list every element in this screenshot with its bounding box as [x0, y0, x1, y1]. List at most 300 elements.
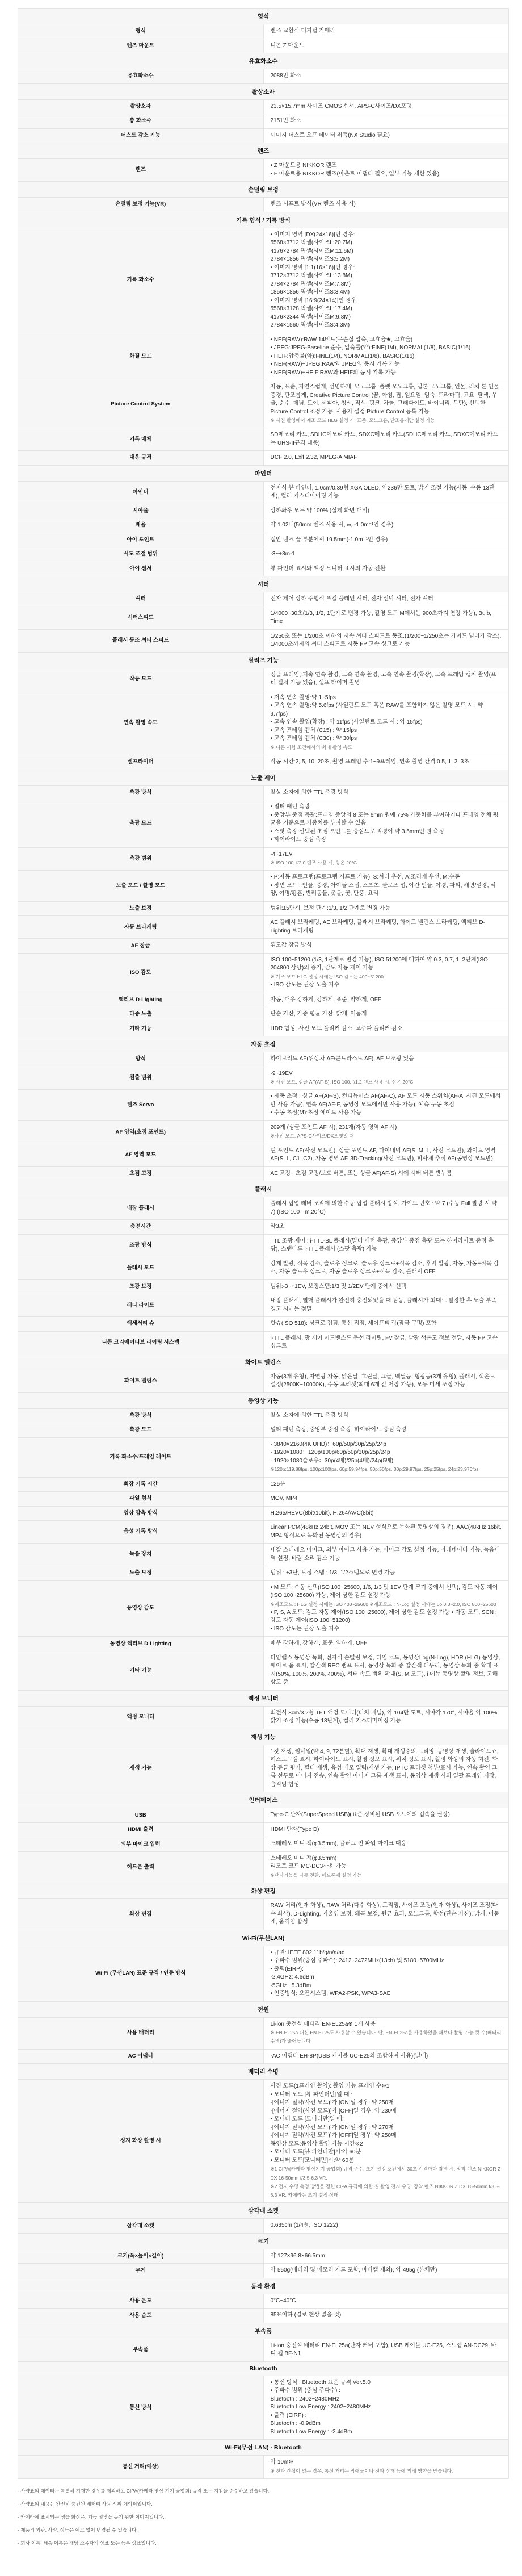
spec-line: • 멀티 패턴 측광	[270, 804, 310, 810]
spec-line: • P:자동 프로그램(프로그램 시프트 가능), S:셔터 우선, A:조리개 우선, M:수동	[270, 874, 460, 881]
spec-table-body	[18, 9, 509, 2479]
spec-row	[18, 1580, 509, 1637]
spec-row	[18, 1492, 509, 1507]
spec-line: 플래시 팝업 레버 조작에 의한 수동 팝업 플래시 방식, 가이드 번호 : 약 7 (수동 Full 발광 시 약 7) (ISO 100 · m,20°C)	[270, 1201, 497, 1215]
section-header: 크기	[18, 2233, 509, 2249]
spec-line: • 규격: IEEE 802.11b/g/n/a/ac	[270, 1949, 344, 1956]
section-header-row	[18, 143, 509, 159]
row-value	[263, 2080, 509, 2203]
spec-line: 회전식 8cm/3.2형 TFT 액정 모니터(터치 패널), 약 104만 도트, 시야각 170°, 시야율 약 100%, 밝기 조정 가능(수동 13단계), 컬러 커스터마이징 가능	[270, 1709, 499, 1725]
row-label: 정지 화상 촬영 시	[18, 2080, 264, 2203]
spec-row	[18, 1651, 509, 1690]
section-header: 플래시	[18, 1181, 509, 1197]
row-label: 노출 보정	[18, 901, 264, 916]
row-value	[263, 2376, 509, 2440]
spec-row	[18, 871, 509, 902]
spec-line: -2.4GHz: 4.6dBm	[270, 1974, 314, 1981]
spec-row	[18, 451, 509, 466]
row-label: 작동 모드	[18, 668, 264, 691]
spec-line: -5GHz : 5.3dBm	[270, 1982, 311, 1989]
footnote: - 회사 이름, 제품 이름은 해당 소유자의 상표 또는 등록 상표입니다.	[18, 2540, 157, 2546]
section-header-row	[18, 1181, 509, 1197]
spec-row	[18, 333, 509, 380]
section-header-row	[18, 2203, 509, 2219]
spec-row	[18, 1257, 509, 1279]
row-value	[263, 1257, 509, 1279]
spec-line: 0°C~40°C	[270, 2297, 296, 2304]
section-header: 파인더	[18, 465, 509, 481]
section-header-row	[18, 212, 509, 228]
spec-line: 핀 포인트 AF(사진 모드만), 싱글 포인트 AF, 다이내믹 AF(S, M, L, 사진 모드만), 와이드 영역 AF(S, L, C1. C2), 자동 영역 AF, 3D-Tracking(사진 모드만), 피사체 추적 AF(동영상 모드만)	[270, 1147, 496, 1162]
section-header-row	[18, 182, 509, 198]
row-label: 형식	[18, 24, 264, 39]
row-value	[263, 2309, 509, 2323]
spec-row	[18, 128, 509, 143]
section-header: Wi-Fi(무선 LAN) · Bluetooth	[18, 2440, 509, 2456]
spec-row	[18, 547, 509, 562]
spec-line: • 이미지 영역 [DX(24×16)]인 경우:	[270, 231, 355, 238]
row-label: 내장 플래시	[18, 1197, 264, 1220]
spec-line: 촬상 소자에 의한 TTL 측광 방식	[270, 789, 349, 796]
row-value	[263, 1544, 509, 1566]
spec-line: 23.5×15.7mm 사이즈 CMOS 센서, APS-C사이즈/DX포맷	[270, 103, 412, 110]
spec-row	[18, 1331, 509, 1354]
row-label: 검출 범위	[18, 1067, 264, 1090]
row-label: 노출 모드 / 촬영 모드	[18, 871, 264, 902]
row-label: 사용 배터리	[18, 2017, 264, 2049]
row-value	[263, 871, 509, 902]
spec-line: Li-ion 충전식 배터리 EN-EL25a(단자 커버 포함), USB 케이블 UC-E25, 스트랩 AN-DC29, 바디 캡 BF-N1	[270, 2342, 497, 2357]
spec-line: • 고속 프레임 캡처 (C30) : 약 30fps	[270, 735, 357, 742]
spec-line: 리모트 코드 MC-DC3사용 가능	[270, 1863, 347, 1870]
spec-line: 125분	[270, 1481, 285, 1487]
spec-row	[18, 1506, 509, 1521]
section-header: 렌즈	[18, 143, 509, 159]
row-label: 아이 센서	[18, 562, 264, 576]
spec-line: RAW 처리(현재 화상), RAW 처리(다수 화상), 트리밍, 사이즈 조정(현재 화상), 사이즈 조정(다수 화상), D-Lighting, 기울임 보정, 왜곡 보정, 원근 효과, 모노크롬, 합성(단순 가산), 밝게, 어둡게, 움직임 합성	[270, 1902, 500, 1926]
spec-row	[18, 668, 509, 691]
row-value	[263, 916, 509, 939]
spec-row	[18, 1197, 509, 1220]
spec-line: 내장 스테레오 마이크, 외부 마이크 사용 가능, 마이크 감도 설정 가능, 아테네이터 기능, 녹음대역 설정, 바람 소리 감소 기능	[270, 1547, 500, 1562]
row-label: 통신 방식	[18, 2376, 264, 2440]
spec-line: • 출력(EIRP):	[270, 1966, 304, 1972]
spec-note: ※계조모드 : HLG 설정 시에는 ISO 400~25600 ※계조모드 : N-Log 설정 시에는 Lo 0.3~2.0, ISO 800~25600	[270, 1601, 496, 1607]
row-label: 조광 방식	[18, 1234, 264, 1257]
row-label: 더스트 감소 기능	[18, 128, 264, 143]
row-value	[263, 2339, 509, 2361]
row-label: 부속품	[18, 2339, 264, 2361]
spec-note: ※단자기능을 자동 전환, 헤드폰에 설정 가능	[270, 1872, 362, 1878]
spec-row	[18, 755, 509, 770]
section-header: 동영상 기능	[18, 1392, 509, 1408]
spec-line: • 이미지 영역 [1:1(16×16)]인 경우:	[270, 264, 355, 271]
spec-row	[18, 691, 509, 755]
row-label: 대응 규격	[18, 451, 264, 466]
spec-row	[18, 592, 509, 607]
section-header-row	[18, 2361, 509, 2376]
spec-row	[18, 1899, 509, 1930]
row-value	[263, 1166, 509, 1181]
row-value	[263, 1007, 509, 1022]
section-header-row	[18, 2323, 509, 2339]
row-label: 측광 방식	[18, 1408, 264, 1423]
row-label: 유효화소수	[18, 69, 264, 84]
row-value	[263, 1580, 509, 1637]
row-value	[263, 128, 509, 143]
spec-row	[18, 69, 509, 84]
row-label: 측광 모드	[18, 1423, 264, 1438]
spec-row	[18, 1067, 509, 1090]
spec-row	[18, 785, 509, 800]
row-label: 음성 기록 방식	[18, 1521, 264, 1544]
row-label: 시도 조절 범위	[18, 547, 264, 562]
spec-line: 1컷 재생, 썸네일(약 4, 9, 72분할), 확대 재생, 확대 재생중의 트리밍, 동영상 재생, 슬라이드쇼, 히스토그램 표시, 하이라이트 표시, 촬영 정보 표시, 위치 정보 표시, 촬영 화상의 자동 회전, 화상 등급 평가, 필터 재생, 음성 메모 입력/재생 가능, IPTC 프리셋 첨부/표시 가능, 연속 촬영 그룹 선두로 이미지 전송, 연속 촬영 이미지 그룹 재생 표시, 동영상 재생 시의 일괄 프레임 저장, 움직임 합성	[270, 1748, 499, 1788]
spec-line: Linear PCM(48kHz 24bit, MOV 또는 NEV 형식으로 녹화된 동영상의 경우), AAC(48kHz 16bit, MP4 형식으로 녹화된 동영상의 경우)	[270, 1524, 502, 1539]
row-value	[263, 1052, 509, 1067]
spec-line: -3~+3m-1	[270, 551, 295, 558]
spec-line: 5568×3128 픽셀(사이즈L:17.4M)	[270, 306, 352, 312]
row-label: 충전시간	[18, 1220, 264, 1235]
row-value	[263, 939, 509, 954]
spec-line: -4~17EV	[270, 851, 293, 858]
section-header: 노출 제어	[18, 770, 509, 785]
spec-line: 핫슈(ISO 518): 싱크로 접점, 통신 접점, 세이프티 락(잠금 구멍) 포함	[270, 1320, 437, 1327]
section-header-row	[18, 2440, 509, 2456]
spec-line: • M 모드: 수동 선택(ISO 100~25600, 1/6, 1/3 및 1EV 단계 크기 중에서 선택), 감도 자동 제어(ISO 100~25600) 가능, 제어 상한 감도 설정 가능	[270, 1584, 498, 1599]
row-value	[263, 1279, 509, 1294]
spec-line: • HEIF:압축률(약):FINE(1/4), NORMAL(1/8), BASIC(1/16)	[270, 353, 415, 359]
spec-line: • NEF(RAW)+JPEG:RAW와 JPEG의 동시 기록 가능	[270, 361, 400, 367]
spec-note: ※ 계조 모드 HLG 설정 시에는 ISO 감도는 400~51200	[270, 973, 384, 980]
section-header-row	[18, 1354, 509, 1370]
row-value	[263, 1370, 509, 1392]
spec-line: -AC 어댑터 EH-8P(USB 케이블 UC-E25와 조합하여 사용)(별매)	[270, 2052, 428, 2059]
row-label: Picture Control System	[18, 380, 264, 428]
spec-row	[18, 1423, 509, 1438]
row-value	[263, 1144, 509, 1166]
spec-line: • 주파수 범위 (중심 주파수) :	[270, 2387, 340, 2394]
row-label: ISO 감도	[18, 953, 264, 993]
row-label: 삼각대 소켓	[18, 2219, 264, 2234]
spec-line: 동영상 모드:동영상 촬영 가능 시간※2	[270, 2140, 363, 2147]
row-label: 통신 거리(예상)	[18, 2456, 264, 2479]
spec-line: HDMI 단자(Type D)	[270, 1826, 319, 1833]
row-value	[263, 800, 509, 848]
row-value	[263, 592, 509, 607]
spec-row	[18, 1521, 509, 1544]
spec-line: 자동, 표준, 자연스럽게, 선명하게, 모노크롬, 플랫 모노크롬, 딥톤 모노크롬, 인물, 리치 톤 인물, 풍경, 단조롭게, Creative Picture Control (꿈, 아침, 팝, 일요일, 엄숙, 드라마틱, 고요, 탈색, 우울, 순수, 데님, 토이, 세피아, 청색, 적색, 핑크, 차콜, 그래파이트, 바이너리, 목탄), 선택한 Picture Control 조정 가능, 사용자 설정 Picture Control 등록 가능	[270, 384, 501, 415]
row-value	[263, 1651, 509, 1690]
spec-line: 2784×2784 픽셀(사이즈M:7.8M)	[270, 281, 351, 287]
row-label: 사용 온도	[18, 2294, 264, 2309]
spec-row	[18, 1370, 509, 1392]
section-header-row	[18, 1729, 509, 1745]
spec-row	[18, 39, 509, 53]
row-label: 화질 모드	[18, 333, 264, 380]
row-value	[263, 2294, 509, 2309]
spec-line: HDR 합성, 사진 모드 플리커 감소, 고주파 플리커 감소	[270, 1025, 403, 1032]
row-label: USB	[18, 1808, 264, 1823]
spec-line: 전자식 뷰 파인더, 1.0cm/0.39형 XGA OLED, 약236만 도트, 밝기 조절 가능(자동, 수동 13단계), 컬러 커스터마이징 가능	[270, 484, 495, 500]
spec-row	[18, 114, 509, 129]
row-label: 동영상 액티브 D-Lighting	[18, 1637, 264, 1651]
row-value	[263, 1851, 509, 1883]
spec-row	[18, 1544, 509, 1566]
spec-row	[18, 1234, 509, 1257]
spec-note: ※1 CIPA(카메라 영상기기 공업회) 규격 준수. 초기 설정 조건에서 30초 간격마다 촬영 시. 장착 렌즈 NIKKOR Z DX 16-50mm f/3.5-6.3 VR.	[270, 2166, 501, 2181]
footnote: - 제품의 외관, 사양, 성능은 예고 없이 변경될 수 있습니다.	[18, 2527, 138, 2533]
spec-row	[18, 2049, 509, 2064]
row-label: 니콘 크리에이티브 라이팅 시스템	[18, 1331, 264, 1354]
section-header-row	[18, 1883, 509, 1899]
row-value	[263, 1899, 509, 1930]
spec-line: Bluetooth : 2402~2480MHz	[270, 2395, 339, 2402]
spec-row	[18, 562, 509, 576]
row-value	[263, 1521, 509, 1544]
spec-line: 내장 플래시, 별매 플래시가 완전히 충전되었을 때 점등, 플래시가 최대로 발광한 후 노출 부족 경고 시에는 점멸	[270, 1298, 497, 1312]
row-value	[263, 1822, 509, 1837]
spec-line: 뷰 파인더 표시와 액정 모니터 표시의 자동 전환	[270, 565, 386, 572]
spec-row	[18, 2376, 509, 2440]
spec-line: 렌즈 시프트 방식(VR 렌즈 사용 시)	[270, 201, 356, 207]
row-value	[263, 114, 509, 129]
spec-line: 렌즈 교환식 디지털 카메라	[270, 28, 336, 34]
section-header-row	[18, 2001, 509, 2017]
footnotes	[18, 2488, 509, 2546]
spec-row	[18, 939, 509, 954]
spec-line: H.265/HEVC(8bit/10bit), H.264/AVC(8bit)	[270, 1509, 374, 1516]
row-label: 셔터스피드	[18, 607, 264, 629]
row-value	[263, 1022, 509, 1036]
spec-line: • 주파수 범위(중심 주파수): 2412~2472MHz(13ch) 및 5180~5700MHz	[270, 1958, 444, 1964]
spec-note: ※2 전지 수명 측정 방법을 정한 CIPA 규격에 의한 실 촬영 전지 수명. 장착 렌즈 NIKKOR Z DX 16-50mm f/3.5-6.3 VR. 카메라는 초기 설정 상태.	[270, 2183, 500, 2198]
spec-row	[18, 2456, 509, 2479]
spec-line: 멀티 패턴 측광, 중앙부 중점 측광, 하이라이트 중점 측광	[270, 1427, 407, 1433]
section-header-row	[18, 1792, 509, 1808]
spec-line: • ISO 감도는 권장 노출 지수	[270, 1625, 340, 1632]
row-value	[263, 785, 509, 800]
section-header: 셔터	[18, 576, 509, 592]
row-value	[263, 1090, 509, 1121]
spec-row	[18, 2339, 509, 2361]
row-value	[263, 562, 509, 576]
spec-line: -9~19EV	[270, 1070, 293, 1077]
spec-line: 범위:-3~+1EV, 보정스텝:1/3 및 1/2EV 단계 중에서 선택	[270, 1283, 407, 1290]
spec-line: 상하좌우 모두 약 100% (실제 화면 대비)	[270, 507, 369, 514]
spec-line: 1/4000~30초(1/3, 1/2, 1단계로 변경 가능, 촬영 모드 M에서는 900초까지 연장 가능), Bulb, Time	[270, 610, 492, 625]
row-label: 초점 고정	[18, 1166, 264, 1181]
section-header: 화상 편집	[18, 1883, 509, 1899]
section-header: 형식	[18, 9, 509, 24]
row-label: 렌즈 Servo	[18, 1090, 264, 1121]
spec-line: 범위 : ±3단, 보정 스텝 : 1/3, 1/2스텝으로 변경 가능	[270, 1570, 395, 1576]
section-header: Bluetooth	[18, 2361, 509, 2376]
spec-line: 이미지 더스트 오프 데이터 취득(NX Studio 필요)	[270, 132, 390, 139]
spec-row	[18, 1408, 509, 1423]
row-label: HDMI 출력	[18, 1822, 264, 1837]
spec-row	[18, 1637, 509, 1651]
section-header-row	[18, 53, 509, 69]
spec-line: 약 127×96.8×66.5mm	[270, 2252, 325, 2259]
section-header: 배터리 수명	[18, 2064, 509, 2080]
spec-line: TTL 조광 제어 : i-TTL-BL 플래시(멀티 패턴 측광, 중앙부 중점 측광 또는 하이라이트 중점 측광), 스탠다드 i-TTL 플래시 (스팟 측광) 가능	[270, 1237, 494, 1253]
spec-line: MOV, MP4	[270, 1495, 298, 1502]
spec-row	[18, 1745, 509, 1792]
spec-line: • NEF(RAW)+HEIF:RAW와 HEIF의 동시 기록 가능	[270, 369, 396, 376]
row-value	[263, 1506, 509, 1521]
section-header-row	[18, 2064, 509, 2080]
row-label: 플래시 모드	[18, 1257, 264, 1279]
row-label: 화상 편집	[18, 1899, 264, 1930]
spec-line: • ISO 감도는 권장 노출 지수	[270, 982, 340, 989]
row-value	[263, 668, 509, 691]
spec-row	[18, 2309, 509, 2323]
row-value	[263, 1408, 509, 1423]
row-label: 사용 습도	[18, 2309, 264, 2323]
row-value	[263, 228, 509, 333]
spec-line: 2784×1856 픽셀(사이즈S:5.2M)	[270, 256, 350, 262]
row-label: 화이트 밸런스	[18, 1370, 264, 1392]
spec-line: • 통신 방식 : Bluetooth 표준 규격 Ver.5.0	[270, 2379, 371, 2386]
row-value	[263, 518, 509, 533]
row-label: 아이 포인트	[18, 533, 264, 547]
spec-line: • 모니터 모드 [뷰 파인더만]일 때 :	[270, 2091, 352, 2098]
spec-row	[18, 1477, 509, 1492]
row-label: 플래시 동조 셔터 스피드	[18, 629, 264, 652]
spec-row	[18, 99, 509, 114]
spec-line: 촬상 소자에 의한 TTL 측광 방식	[270, 1412, 349, 1419]
row-value	[263, 504, 509, 518]
spec-line: 약 10m※	[270, 2459, 293, 2466]
spec-row	[18, 847, 509, 871]
spec-row	[18, 1317, 509, 1332]
spec-line: • NEF(RAW):RAW 14비트(무손실 압축, 고효율★, 고효율)	[270, 336, 413, 343]
row-label: 크기(폭×높이×길이)	[18, 2249, 264, 2264]
spec-row	[18, 1822, 509, 1837]
section-header-row	[18, 770, 509, 785]
section-header-row	[18, 1930, 509, 1946]
row-value	[263, 24, 509, 39]
spec-line: • 스팟 측광:선택된 초점 포인트를 중심으로 직경이 약 3.5mm인 원 측정	[270, 828, 444, 835]
spec-row	[18, 1566, 509, 1581]
spec-line: -[에너지 절약(사진 모드)]가 [ON]일 경우: 약 250매	[270, 2100, 394, 2106]
spec-line: 사진 모드(1프레임 촬영): 촬영 가능 프레임 수※1	[270, 2083, 390, 2090]
row-label: 기타 기능	[18, 1022, 264, 1036]
spec-line: • 하이라이트 중점 측광	[270, 837, 327, 843]
spec-line: AE 플래시 브라케팅, AE 브라케팅, 플래시 브라케팅, 화이트 밸런스 브라케팅, 액티브 D-Lighting 브라케팅	[270, 919, 485, 934]
row-value	[263, 159, 509, 182]
section-header: Wi-Fi(무선LAN)	[18, 1930, 509, 1946]
spec-line: • Z 마운트용 NIKKOR 렌즈	[270, 162, 337, 169]
spec-line: 단순 가산, 가중 평균 가산, 밝게, 어둡게	[270, 1011, 367, 1018]
row-value	[263, 99, 509, 114]
spec-line: 약 1.02배(50mm 렌즈 사용 시, ∞, -1.0m⁻¹인 경우)	[270, 522, 394, 529]
spec-line: 니콘 Z 마운트	[270, 42, 305, 49]
row-value	[263, 1220, 509, 1235]
spec-line: 3712×3712 픽셀(사이즈L:13.8M)	[270, 273, 352, 279]
spec-line: 스테레오 미니 잭(φ3.5mm)	[270, 1855, 337, 1862]
spec-row	[18, 228, 509, 333]
row-value	[263, 1808, 509, 1823]
row-value	[263, 2264, 509, 2278]
section-header-row	[18, 576, 509, 592]
row-value	[263, 1837, 509, 1852]
spec-line: Li-ion 충전식 배터리 EN-EL25a※ 1개 사용	[270, 2021, 376, 2027]
spec-line: • 중앙부 중점 측광:프레임 중앙의 8 또는 6mm 원에 75% 가중치를 부여하거나 프레임 전체 평균을 기준으로 가중치를 부여할 수 있음	[270, 812, 499, 827]
row-value	[263, 380, 509, 428]
spec-line: SD메모리 카드, SDHC메모리 카드, SDXC메모리 카드(SDHC메모리 카드, SDXC메모리 카드는 UHS-II규격 대응)	[270, 432, 499, 446]
spec-row	[18, 481, 509, 504]
spec-row	[18, 629, 509, 652]
section-header-row	[18, 1036, 509, 1052]
row-label: AC 어댑터	[18, 2049, 264, 2064]
row-value	[263, 1566, 509, 1581]
row-label: AE 잠금	[18, 939, 264, 954]
row-value	[263, 333, 509, 380]
spec-note: ※120p:119.88fps, 100p:100fps, 60p:59.94fps, 50p:50fps, 30p:29.97fps, 25p:25fps, 24p:23.976fps	[270, 1466, 479, 1473]
spec-row	[18, 607, 509, 629]
spec-row	[18, 993, 509, 1007]
spec-row	[18, 1706, 509, 1729]
section-header: 화이트 밸런스	[18, 1354, 509, 1370]
spec-line: 85%이하 (결로 현상 없을 것)	[270, 2312, 342, 2319]
spec-line: ISO 100~51200 (1/3, 1단계로 변경 가능), ISO 51200에 대하여 약 0.3, 0.7, 1, 2단계(ISO 204800 상당)의 증가, 감도 자동 제어 가능	[270, 956, 488, 972]
row-value	[263, 428, 509, 451]
section-header: 전원	[18, 2001, 509, 2017]
section-header-row	[18, 465, 509, 481]
spec-note: ※ 사진 모드, 싱글 AF(AF-S), ISO 100, f/1.2 렌즈 사용 시, 상온 20°C	[270, 1079, 414, 1085]
row-label: Wi-Fi (무선LAN) 표준 규격 / 인증 방식	[18, 1946, 264, 2001]
row-label: 영상 압축 방식	[18, 1506, 264, 1521]
spec-row	[18, 1437, 509, 1477]
row-label: 렌즈 마운트	[18, 39, 264, 53]
spec-line: Bluetooth Low Energy : 2402~2480MHz	[270, 2404, 371, 2411]
row-label: 기타 기능	[18, 1651, 264, 1690]
spec-note: ※ ISO 100, f/2.0 렌즈 사용 시, 상온 20°C	[270, 860, 357, 866]
spec-row	[18, 916, 509, 939]
spec-row	[18, 1808, 509, 1823]
row-label: AF 영역(초점 포인트)	[18, 1120, 264, 1144]
spec-line: Bluetooth Low Energy : -2.4dBm	[270, 2428, 352, 2435]
spec-row	[18, 518, 509, 533]
row-value	[263, 629, 509, 652]
row-label: 헤드폰 출력	[18, 1851, 264, 1883]
spec-line: • 수동 초점(M):초점 에이드 사용 가능	[270, 1110, 362, 1116]
spec-row	[18, 1279, 509, 1294]
spec-row	[18, 159, 509, 182]
row-label: 최장 기록 시간	[18, 1477, 264, 1492]
spec-row	[18, 380, 509, 428]
section-header: 인터페이스	[18, 1792, 509, 1808]
section-header: 손떨림 보정	[18, 182, 509, 198]
spec-line: 스테레오 미니 잭(φ3.5mm), 플러그 인 파워 마이크 대응	[270, 1841, 407, 1847]
spec-line: • 장면 모드 : 인물, 풍경, 아이들 스냅, 스포츠, 클로즈 업, 야간 인물, 야경, 파티, 해변/설경, 석양, 여명/황혼, 반려동물, 촛불, 꽃, 단풍, 요리	[270, 882, 496, 897]
row-value	[263, 1423, 509, 1438]
row-label: 배율	[18, 518, 264, 533]
spec-note: ※ EN-EL25a 대신 EN-EL25도 사용할 수 있습니다. 단, EN-EL25a를 사용하였을 때보다 촬영 가능 컷 수(배터리 수명)가 줄어듭니다.	[270, 2030, 502, 2044]
spec-line: • 출력 (EIRP) :	[270, 2412, 307, 2419]
spec-row	[18, 800, 509, 848]
footnote: - 카메라에 표시되는 샘플 화상은, 기능 설명을 돕기 위한 이미지입니다.	[18, 2514, 165, 2520]
spec-row	[18, 2080, 509, 2203]
spec-line: · 3840×2160(4K UHD)：60p/50p/30p/25p/24p	[270, 1441, 386, 1448]
spec-row	[18, 1022, 509, 1036]
footnote: - 사양표의 내용은 완전히 충전된 배터리 사용 시의 데이터입니다.	[18, 2501, 153, 2507]
row-value	[263, 1745, 509, 1792]
spec-row	[18, 1166, 509, 1181]
row-value	[263, 1331, 509, 1354]
